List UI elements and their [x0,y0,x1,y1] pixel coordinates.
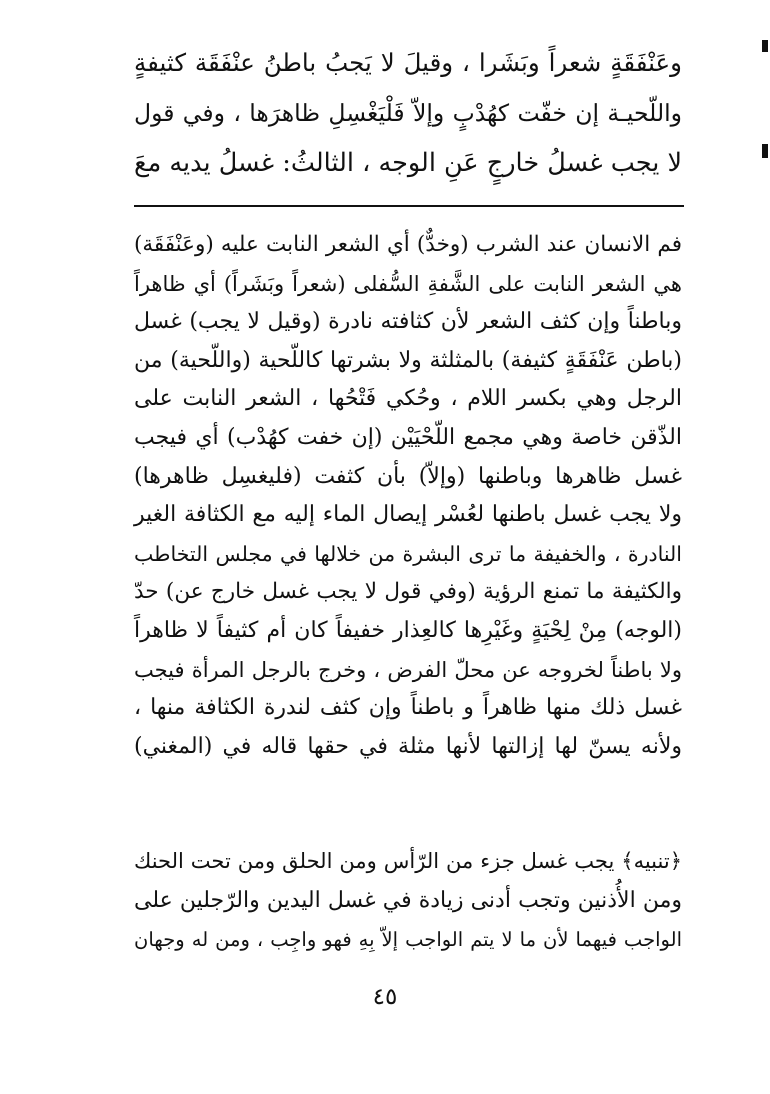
commentary-line: وباطناً وإن كثف الشعر لأن كثافته نادرة (وقيل لا يجب) غسل [134,309,682,335]
separator-rule [134,205,684,207]
commentary-line: النادرة ، والخفيفة ما ترى البشرة من خلالها في مجلس التخاطب [134,541,682,566]
main-text-line: وعَنْفَقَةٍ شعراً وبَشَرا ، وقيلَ لا يَجبُ باطنُ عنْفَقَة كثيفةٍ [134,48,682,77]
page-number: ٤٥ [372,984,398,1010]
commentary-line: ولأنه يسنّ لها إزالتها لأنها مثلة في حقها قاله في (المغني) [134,733,682,759]
commentary-line: الذّقن خاصة وهي مجمع اللّحْيَيْن (إن خفت كهُدْب) أي فيجب [134,424,682,450]
commentary-line: (باطن عَنْفَقَةٍ كثيفة) بالمثلثة ولا بشرتها كاللّحية (واللّحية) من [134,347,682,373]
commentary-line: الرجل وهي بكسر اللام ، وحُكي فَتْحُها ، الشعر النابت على [134,386,682,412]
commentary-line: هي الشعر النابت على الشَّفةِ السُّفلى (شعراً وبَشَراً) أي ظاهراً [134,271,682,296]
commentary-line: فم الانسان عند الشرب (وخدٌّ) أي الشعر النابت عليه (وعَنْفَقَة) [134,232,682,257]
main-text-line: لا يجب غسلُ خارجٍ عَنِ الوجه ، الثالثُ: غسلُ يديه معَ [134,148,682,178]
main-text-line: واللّحيـة إن خفّت كهُدْبٍ وإلاّ فَلْيَغْسِلِ ظاهرَها ، وفي قول [134,99,682,127]
commentary-line: (الوجه) مِنْ لِحْيَةٍ وغَيْرِها كالعِذار خفيفاً كان أم كثيفاً لا ظاهراً [134,617,682,643]
page-edge-mark [762,40,768,52]
commentary-block [134,226,682,766]
main-text-block [134,38,682,188]
commentary-line: ولا باطناً لخروجه عن محلّ الفرض ، وخرج بالرجل المرأة فيجب [134,657,682,682]
page-edge-mark [762,144,768,158]
note-line: الواجب فيهما لأن ما لا يتم الواجب إلاّ بِهِ فهو واجِب ، ومن له وجهان [134,928,682,951]
commentary-line: غسل ظاهرها وباطنها (وإلاّ) بأن كثفت (فليغسِل ظاهرها) [134,463,682,489]
note-block [134,842,682,959]
note-line: ﴿تنبيه﴾ يجب غسل جزء من الرّأس ومن الحلق ومن تحت الحنك [134,849,682,873]
commentary-line: والكثيفة ما تمنع الرؤية (وفي قول لا يجب غسل خارج عن) حدّ [134,579,682,605]
note-line: ومن الأُذنين وتجب أدنى زيادة في غسل اليدين والرّجلين على [134,888,682,913]
commentary-line: غسل ذلك منها ظاهراً و باطناً وإن كثف لندرة الكثافة منها ، [134,695,682,721]
commentary-line: ولا يجب غسل باطنها لعُسْر إيصال الماء إليه مع الكثافة الغير [134,502,682,528]
